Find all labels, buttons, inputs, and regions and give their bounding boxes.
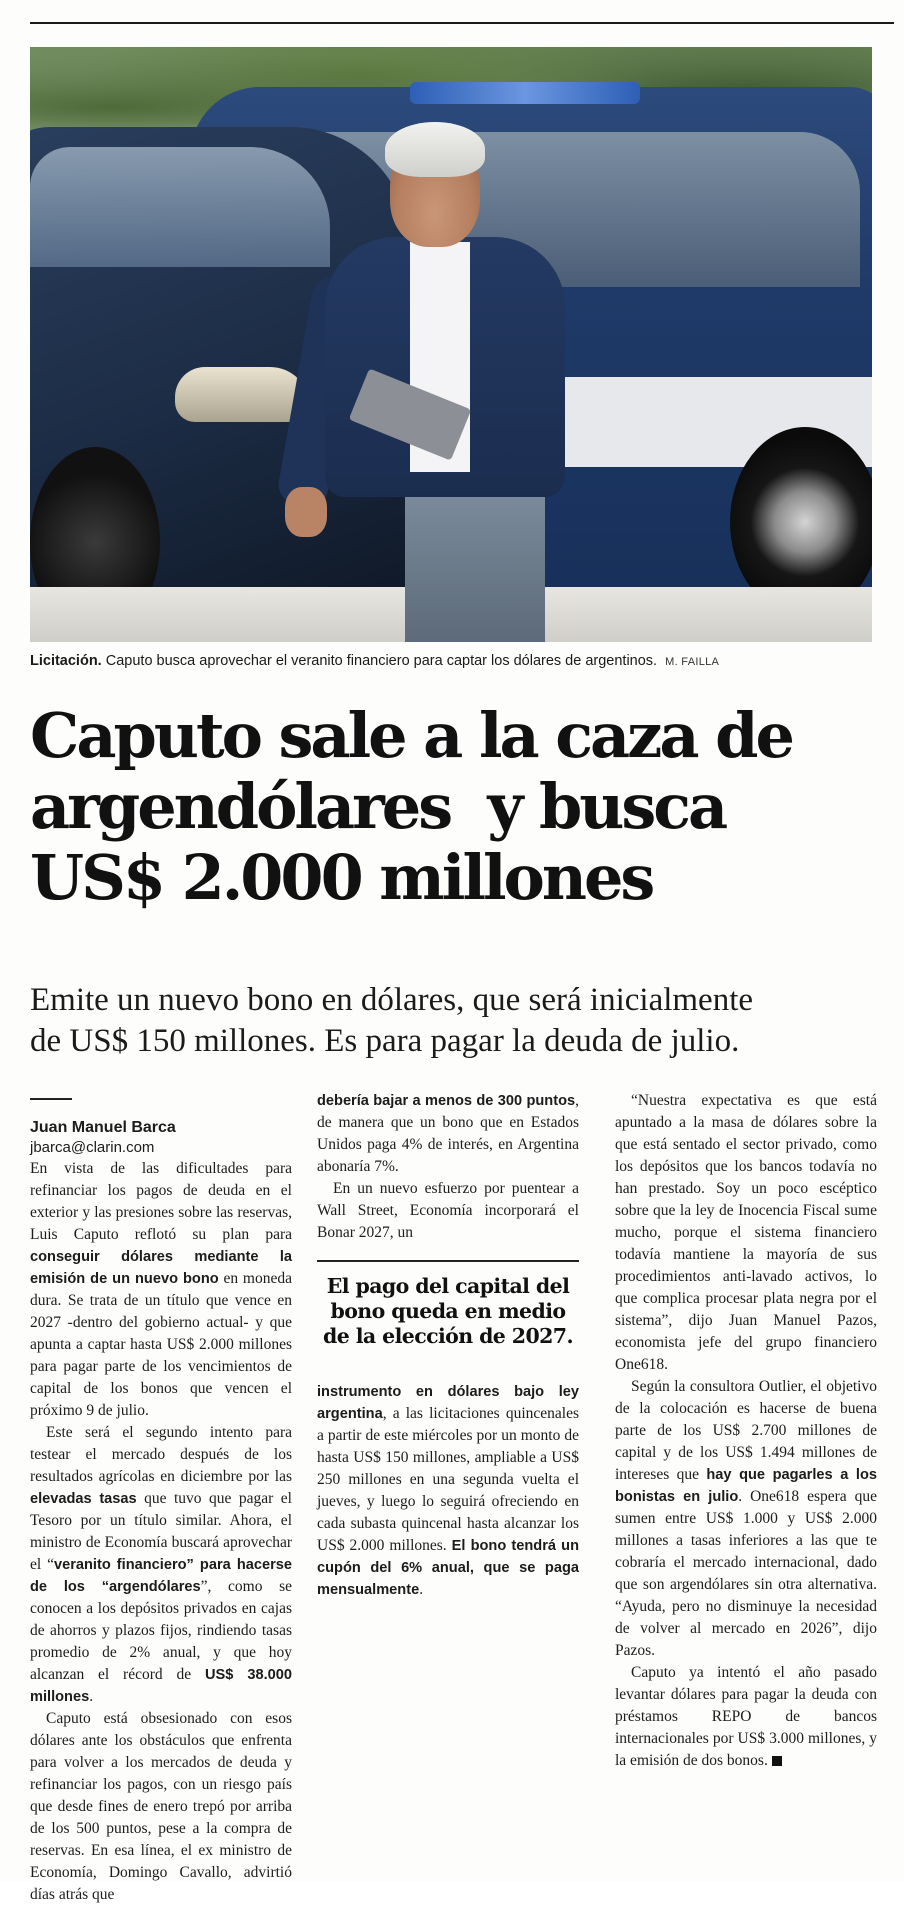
subheadline	[30, 980, 880, 1062]
byline-rule	[30, 1098, 72, 1100]
headline-line-2: argendólares y busca	[30, 770, 726, 843]
caption-text: Caputo busca aprovechar el veranito financiero para captar los dólares de argentinos.	[105, 653, 658, 669]
paragraph: En vista de las dificultades para refinanciar los pagos de deuda en el exterior y las presiones sobre las reservas, Luis Caputo reflotó su plan para conseguir dólares mediante la emisión de un nuevo bono en moneda dura. Se trata de un título que vence en 2027 -dentro del gobierno actual- y que apunta a captar hasta US$ 2.000 millones para pagar parte de los vencimientos de capital de los bonos que vencen el próximo 9 de julio.	[30, 1160, 292, 1419]
paragraph: Este será el segundo intento para testear el mercado después de los resultados agrícolas en diciembre por las elevadas tasas que tuvo que pagar el Tesoro por un título similar. Ahora, el ministro de Economía buscará aprovechar el “veranito financiero” para hacerse de los “argendólares”, como se conocen a los depósitos privados en cajas de ahorros y plazos fijos, rindiendo tasas promedio de 2% anual, y que hoy alcanzan el récord de US$ 38.000 millones.	[30, 1424, 292, 1705]
byline-name: Juan Manuel Barca	[30, 1119, 176, 1136]
paragraph: Caputo ya intentó el año pasado levantar dólares para pagar la deuda con préstamos REPO de bancos internacionales por US$ 3.000 millones, y la emisión de dos bonos.	[615, 1664, 877, 1769]
paragraph: “Nuestra expectativa es que está apuntado a la masa de dólares sobre la que está sentado el sector privado, como los depósitos que los bancos todavía no han prestado. Soy un poco escéptico sobre que la ley de Inocencia Fiscal sume mucho, porque el sistema financiero todavía mantiene la mayoría de sus procedimientos anti-lavado activos, lo que complica procesar plata negra por el sistema”, dijo Juan Manuel Pazos, economista jefe del grupo financiero One618.	[615, 1092, 877, 1373]
article-photo	[30, 47, 872, 642]
end-of-article-mark	[772, 1756, 782, 1766]
photo-credit: M. FAILLA	[665, 656, 720, 668]
subheadline-line-1: Emite un nuevo bono en dólares, que será inicialmente	[30, 982, 754, 1018]
paragraph-continued: debería bajar a menos de 300 puntos, de manera que un bono que en Estados Unidos paga 4% de interés, en Argentina abonaría 7%.	[317, 1092, 579, 1175]
article-column-1	[30, 1090, 292, 1906]
photo-caption	[30, 653, 872, 669]
person-walking	[295, 117, 625, 642]
paragraph: Caputo está obsesionado con esos dólares ante los obstáculos que enfrenta para volver a los mercados de deuda y refinanciar los pagos, con un riesgo país que desde fines de enero trepó por arriba de los 500 puntos, pese a la compra de reservas. En esa línea, el ex ministro de Economía, Domingo Cavallo, advirtió días atrás que	[30, 1710, 292, 1903]
paragraph: En un nuevo esfuerzo por puentear a Wall Street, Economía incorporará el Bonar 2027, un	[317, 1180, 579, 1241]
article-column-2	[317, 1090, 579, 1601]
caption-lead: Licitación.	[30, 653, 102, 669]
article-column-3	[615, 1090, 877, 1772]
headline-line-1: Caputo sale a la caza de	[30, 699, 792, 772]
paragraph-continued: instrumento en dólares bajo ley argentina, a las licitaciones quincenales a partir de este miércoles por un monto de hasta US$ 150 millones, ampliable a US$ 250 millones en una segunda vuelta el jueves, y luego lo seguirá ofreciendo en cada subasta quincenal hasta alcanzar los US$ 2.000 millones. El bono tendrá un cupón del 6% anual, que se paga mensualmente.	[317, 1384, 579, 1598]
headline	[30, 700, 880, 913]
headline-line-3: US$ 2.000 millones	[30, 841, 653, 914]
paragraph: Según la consultora Outlier, el objetivo de la colocación es hacerse de buena parte de los US$ 2.700 millones de capital y de los US$ 1.494 millones de intereses que hay que pagarles a los bonistas en julio. One618 espera que sumen entre US$ 1.000 y US$ 2.000 millones a tasas inferiores a las que te cobraría el mercado internacional, dado que son argendólares sin otra alternativa. “Ayuda, pero no disminuye la necesidad de volver al mercado en 2026”, dijo Pazos.	[615, 1378, 877, 1659]
byline-email: jbarca@clarin.com	[30, 1139, 155, 1156]
top-rule	[30, 22, 894, 24]
pull-quote: El pago del capital del bono queda en medio de la elección de 2027.	[317, 1260, 579, 1363]
subheadline-line-2: de US$ 150 millones. Es para pagar la deuda de julio.	[30, 1023, 740, 1059]
